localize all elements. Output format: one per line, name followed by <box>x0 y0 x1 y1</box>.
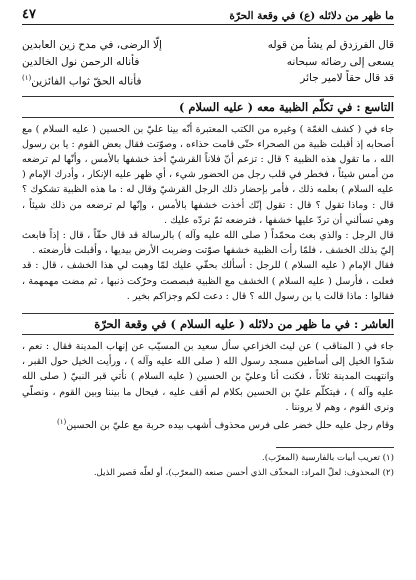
footnote: (١) تعريب أبيات بالفارسية (المعرّب). <box>262 453 394 464</box>
section-heading: العاشر : في ما ظهر من دلائله ( عليه السلام ) في وقعة الحرّة <box>22 313 394 335</box>
verse-second-hemistich: إلّا الرضى، في مدح زين العابدين <box>22 39 162 51</box>
paragraph: فقال الإمام ( عليه السلام ) للرجل : أسألك بحقّي عليك لمّا وهبت لي هذا الخشف ، قال : قد فعلت ، فأرسل ( عليه السلام ) الخشف مع الظبية فبصصت وحرّكت ذنبها ، ثم مضت مهمهمة ، فقالوا : ماذا قالت يا بن رسول الله ؟ قال : دعت لكم وجزاكم بخير . <box>22 260 394 302</box>
page-header <box>22 6 394 25</box>
verse-first-hemistich: يسعى إلى رضائه سبحانه <box>286 55 394 68</box>
poem-verse <box>22 54 394 71</box>
verse-text: فأناله الحقّ ثواب الفائزين <box>31 75 142 88</box>
paragraph: قال الرجل : والذي بعث محمّداً ( صلى الله عليه وآله ) بالرسالة قد قال حقّاً ، قال : إذاً فابعث إليّ بذلك الخشف ، فلمّا رأت الظبية خشفها صوّتت وضربت الأرض بيديها ، وأقبلت فأرضعته . <box>22 229 394 257</box>
paragraph: جاء في ( كشف الغمّة ) وغيره من الكتب المعتبرة أنّه بينا عليّ بن الحسين ( عليه السلام ) مع أصحابه إذ أقبلت ظبية من الصحراء حتّى قامت حذاءه ، وصوّتت فقال بعض القوم : يا بن رسول الله ، ما تقول هذه الظبية ؟ قال : تزعم أنّ فلاناً القرشيّ أخذ خشفها بالأمس ، وأنّها لم ترضعه من أمس شيئاً ، فخطر في قلب رجل من الحضور شيء ، أي ظهر عليه الإنكار ، وأدرك الإمام ( عليه السلام ) بعلمه ذلك ، فأمر بإحضار ذلك الرجل القرشيّ وقال له : ما هذه الظبية تشكوك ؟ قال : وماذا تقول ؟ قال : تقول إنّك أخذت خشفها بالأمس ، وإنّها لم ترضعه من ذلك شيئاً ، وهي تسألني أن تردّ عليها خشفها ، فترضعه ثمّ تردّه عليك . <box>22 123 394 226</box>
verse-first-hemistich: قال الفرزدق لم يشأ من قوله <box>267 39 394 51</box>
verse-first-hemistich: قد قال حقاً لامير جائر <box>300 72 394 84</box>
footnote-divider <box>276 447 394 448</box>
verse-second-hemistich: فأناله الرحمن نول الخالدين <box>22 55 140 68</box>
running-title: ما ظهر من دلائله (ع) في وقعة الحرّة <box>229 10 394 22</box>
paragraph-text: وقام رجل عليه حلل خضر على فرس محذوف أشهب بيده حربة مع عليّ بن الحسين <box>66 420 394 432</box>
verse-second-hemistich <box>22 70 141 87</box>
poem <box>22 37 394 87</box>
footnotes <box>22 451 394 481</box>
paragraph <box>22 415 394 433</box>
page-number: ٤٧ <box>22 7 36 22</box>
footnote-marker: (١) <box>57 417 67 426</box>
poem-verse <box>22 70 394 87</box>
footnote-marker: (١) <box>22 74 32 82</box>
paragraph: جاء في ( المناقب ) عن ليث الخزاعي سأل سعيد بن المسيّب عن إنهاب المدينة فقال : نعم ، شدّوا الخيل إلى أساطين مسجد رسول الله ( صلى الله عليه وآله ) ، ورأيت الخيل حول القبر ، وانتهبت المدينة ثلاثاً ، فكنت أنا وعليّ بن الحسين ( عليه السلام ) نأتي قبر النبيّ ( صلى الله عليه وآله ) ، فيتكلّم عليّ بن الحسين بكلام لم أقف عليه ، فيحال ما بيننا وبين القوم ، ونصلّي ونرى القوم ، وهم لا يروننا . <box>22 340 394 413</box>
section-heading: التاسع : في تكلّم الظبية معه ( عليه السلام ) <box>22 96 394 118</box>
footnote: (٢) المحذوف: لعلّ المراد: المحذّف الذي أحسن صنعه (المعرّب)، أو لعلّه قصير الذيل. <box>93 468 394 479</box>
section-body <box>22 339 394 433</box>
section-body <box>22 122 394 304</box>
poem-verse <box>22 37 394 54</box>
